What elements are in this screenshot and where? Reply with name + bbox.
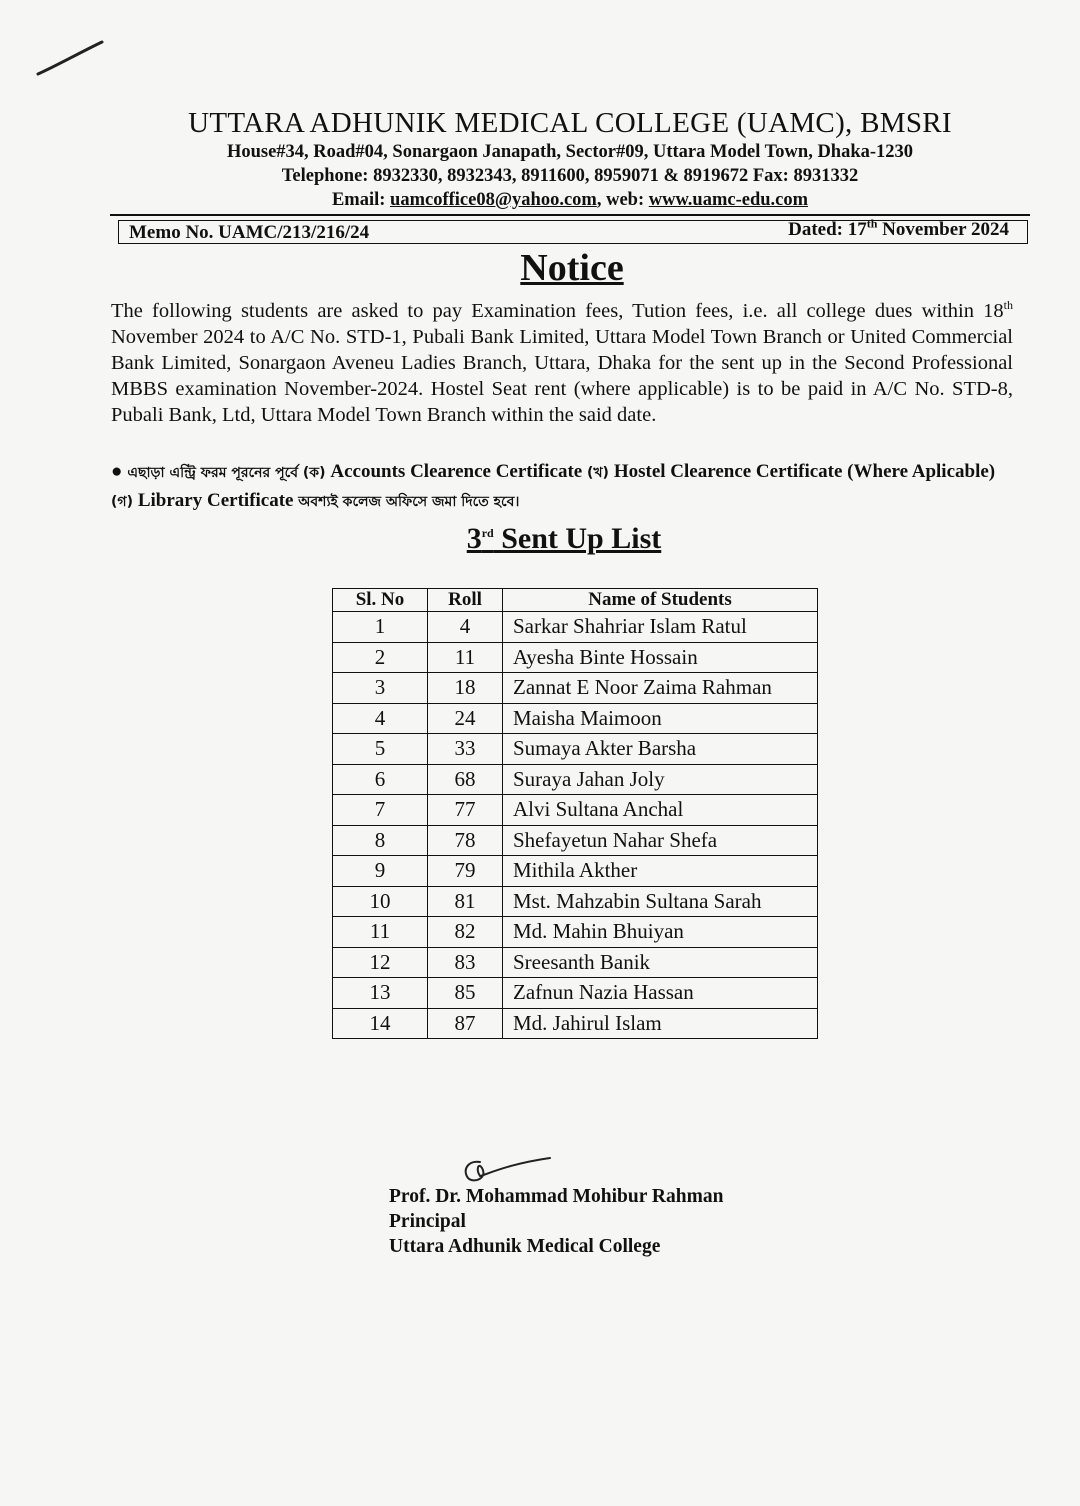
cell-name: Md. Jahirul Islam <box>503 1008 818 1039</box>
notice-body: The following students are asked to pay Examination fees, Tution fees, i.e. all college dues within 18th November 2024 to A/C No. STD-1, Pubali Bank Limited, Uttara Model Town Branch or United Commercial Bank Limited, Sonargaon Aveneu Ladies Branch, Uttara, Dhaka for the sent up in the Second Professional MBBS examination November-2024. Hostel Seat rent (where applicable) is to be paid in A/C No. STD-8, Pubali Bank, Ltd, Uttara Model Town Branch within the said date. <box>111 298 1013 426</box>
table-row <box>333 825 818 856</box>
table-row <box>333 764 818 795</box>
cell-name: Maisha Maimoon <box>503 703 818 734</box>
cell-roll: 33 <box>428 734 503 765</box>
cell-roll: 87 <box>428 1008 503 1039</box>
table-row <box>333 917 818 948</box>
pen-stroke-mark <box>36 38 106 78</box>
cell-name: Sarkar Shahriar Islam Ratul <box>503 612 818 643</box>
table-row <box>333 886 818 917</box>
memo-box <box>118 216 1028 244</box>
cell-sl: 12 <box>333 947 428 978</box>
handwritten-signature <box>458 1148 558 1188</box>
cell-name: Sumaya Akter Barsha <box>503 734 818 765</box>
cell-sl: 3 <box>333 673 428 704</box>
bullet-icon: ● <box>111 461 123 482</box>
college-address: House#34, Road#04, Sonargaon Janapath, Sector#09, Uttara Model Town, Dhaka-1230 <box>226 142 914 162</box>
cell-sl: 14 <box>333 1008 428 1039</box>
cell-roll: 81 <box>428 886 503 917</box>
cell-sl: 13 <box>333 978 428 1009</box>
web-link[interactable]: www.uamc-edu.com <box>648 190 809 210</box>
table-row <box>333 642 818 673</box>
letterhead <box>0 106 1080 212</box>
table-row <box>333 734 818 765</box>
cell-sl: 2 <box>333 642 428 673</box>
email-link[interactable]: uamcoffice08@yahoo.com <box>390 190 597 210</box>
cell-roll: 77 <box>428 795 503 826</box>
signatory-title: Principal <box>389 1211 466 1232</box>
header-roll: Roll <box>428 589 503 612</box>
cell-roll: 78 <box>428 825 503 856</box>
cell-sl: 6 <box>333 764 428 795</box>
cell-sl: 8 <box>333 825 428 856</box>
signatory-block <box>389 1184 723 1259</box>
cell-name: Sreesanth Banik <box>503 947 818 978</box>
cell-roll: 85 <box>428 978 503 1009</box>
cell-sl: 9 <box>333 856 428 887</box>
header-name: Name of Students <box>503 589 818 612</box>
cell-name: Shefayetun Nahar Shefa <box>503 825 818 856</box>
cell-sl: 1 <box>333 612 428 643</box>
table-row <box>333 978 818 1009</box>
table-header-row <box>333 589 818 612</box>
table-row <box>333 612 818 643</box>
memo-date: Dated: 17th November 2024 <box>788 216 1009 240</box>
cell-name: Md. Mahin Bhuiyan <box>503 917 818 948</box>
cell-name: Mithila Akther <box>503 856 818 887</box>
cell-name: Alvi Sultana Anchal <box>503 795 818 826</box>
header-sl-no: Sl. No <box>333 589 428 612</box>
contact-line <box>0 188 1080 212</box>
cell-name: Zannat E Noor Zaima Rahman <box>503 673 818 704</box>
cell-roll: 79 <box>428 856 503 887</box>
header-divider <box>110 214 1030 216</box>
table-row <box>333 795 818 826</box>
cell-name: Ayesha Binte Hossain <box>503 642 818 673</box>
table-row <box>333 856 818 887</box>
cell-roll: 11 <box>428 642 503 673</box>
table-row <box>333 703 818 734</box>
table-row <box>333 947 818 978</box>
cell-name: Zafnun Nazia Hassan <box>503 978 818 1009</box>
table-row <box>333 673 818 704</box>
memo-number: Memo No. UAMC/213/216/24 <box>129 222 370 243</box>
email-label: Email: <box>331 190 391 210</box>
cell-roll: 82 <box>428 917 503 948</box>
cell-name: Suraya Jahan Joly <box>503 764 818 795</box>
cell-sl: 7 <box>333 795 428 826</box>
certificate-instruction: ● এছাড়া এন্ট্রি ফরম পূরনের পূর্বে (ক) Accounts Clearence Certificate (খ) Hostel Clearence Certificate (Where Aplicable) (গ) Library Certificate অবশ্যই কলেজ অফিসে জমা দিতে হবে। <box>111 461 996 511</box>
cell-roll: 18 <box>428 673 503 704</box>
cell-roll: 68 <box>428 764 503 795</box>
cell-sl: 5 <box>333 734 428 765</box>
cell-roll: 24 <box>428 703 503 734</box>
telephone-line: Telephone: 8932330, 8932343, 8911600, 8959071 & 8919672 Fax: 8931332 <box>281 166 859 186</box>
cell-name: Mst. Mahzabin Sultana Sarah <box>503 886 818 917</box>
sent-up-list-title: 3rd Sent Up List <box>466 522 662 555</box>
signatory-institution: Uttara Adhunik Medical College <box>389 1236 661 1257</box>
table-row <box>333 1008 818 1039</box>
web-label: , web: <box>596 190 649 210</box>
cell-sl: 4 <box>333 703 428 734</box>
notice-title: Notice <box>520 247 624 289</box>
cell-roll: 4 <box>428 612 503 643</box>
signatory-name: Prof. Dr. Mohammad Mohibur Rahman <box>389 1186 724 1207</box>
cell-sl: 10 <box>333 886 428 917</box>
cell-roll: 83 <box>428 947 503 978</box>
students-table <box>332 588 818 1039</box>
cell-sl: 11 <box>333 917 428 948</box>
college-name: UTTARA ADHUNIK MEDICAL COLLEGE (UAMC), BMSRI <box>188 107 952 139</box>
